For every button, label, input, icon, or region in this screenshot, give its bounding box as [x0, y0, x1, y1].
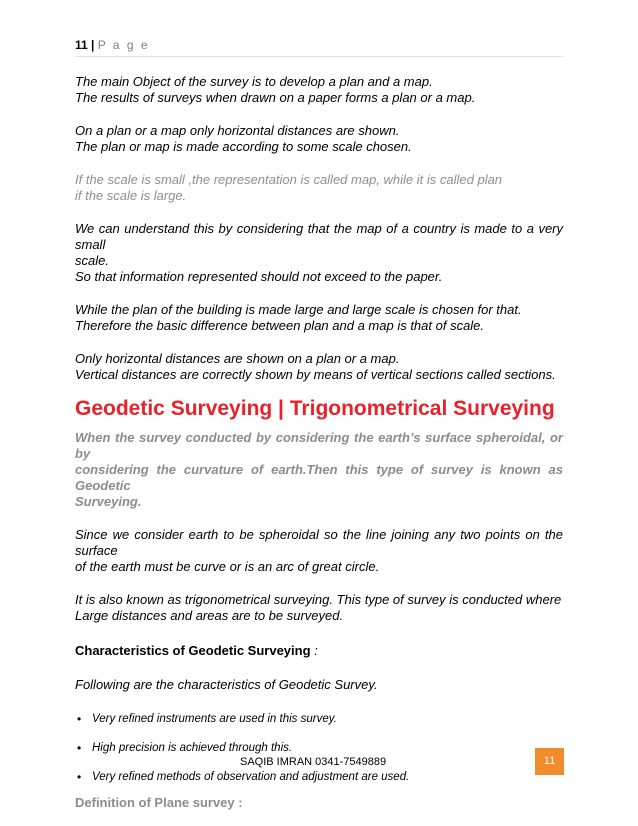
characteristics-intro [75, 677, 563, 693]
header-page-word: P a g e [97, 38, 150, 52]
text-line: Vertical distances are correctly shown by means of vertical sections called sections. [75, 367, 556, 382]
header-separator: | [91, 38, 95, 52]
header-page-number: 11 [75, 38, 88, 52]
text-line: We can understand this by considering that the map of a country is made to a very small [75, 221, 563, 252]
plane-survey-heading: Definition of Plane survey : [75, 795, 243, 810]
list-item [75, 712, 563, 726]
paragraph-scale-definition [75, 172, 563, 204]
text-line: So that information represented should not exceed to the paper. [75, 269, 443, 284]
list-item [75, 770, 563, 784]
text-line: The main Object of the survey is to develop a plan and a map. [75, 74, 433, 89]
text-line: Surveying. [75, 494, 142, 509]
text-line: Only horizontal distances are shown on a plan or a map. [75, 351, 400, 366]
bullet-icon [77, 770, 81, 784]
text-line: If the scale is small ,the representation is called map, while it is called plan [75, 172, 503, 187]
text-line: When the survey conducted by considering the earth’s surface spheroidal, or by [75, 430, 563, 461]
characteristics-heading [75, 643, 563, 659]
list-item-text: High precision is achieved through this. [92, 742, 293, 754]
paragraph-vertical-distances [75, 351, 563, 383]
paragraph-map-example [75, 221, 563, 285]
text-line: Since we consider earth to be spheroidal so the line joining any two points on the surface [75, 527, 563, 558]
text-line: Large distances and areas are to be surveyed. [75, 608, 344, 623]
list-item-text: Very refined instruments are used in this survey. [92, 713, 337, 725]
paragraph-plan-vs-map [75, 302, 563, 334]
list-item [75, 741, 563, 755]
footer-page-badge: 11 [535, 748, 564, 775]
characteristics-heading-colon: : [314, 643, 318, 658]
text-line: The plan or map is made according to some scale chosen. [75, 139, 412, 154]
text-line: considering the curvature of earth.Then this type of survey is known as Geodetic [75, 462, 563, 493]
page-header [75, 38, 563, 57]
characteristics-heading-text: Characteristics of Geodetic Surveying [75, 643, 311, 658]
text-line: The results of surveys when drawn on a paper forms a plan or a map. [75, 90, 476, 105]
paragraph-trigonometrical [75, 592, 563, 624]
paragraph-spheroidal [75, 527, 563, 575]
footer-author: SAQIB IMRAN 0341-7549889 [240, 756, 387, 768]
text-line: It is also known as trigonometrical surveying. This type of survey is conducted where [75, 592, 562, 607]
text-line: Following are the characteristics of Geodetic Survey. [75, 677, 378, 692]
text-line: On a plan or a map only horizontal distances are shown. [75, 123, 400, 138]
list-item-text: Very refined methods of observation and adjustment are used. [92, 771, 410, 783]
text-line: of the earth must be curve or is an arc of great circle. [75, 559, 380, 574]
bullet-icon [77, 741, 81, 755]
section-heading: Geodetic Surveying | Trigonometrical Surveying [75, 397, 555, 420]
paragraph-plan-map-purpose [75, 74, 563, 106]
text-line: While the plan of the building is made large and large scale is chosen for that. [75, 302, 522, 317]
text-line: if the scale is large. [75, 188, 187, 203]
characteristics-list [75, 712, 563, 784]
text-line: Therefore the basic difference between plan and a map is that of scale. [75, 318, 485, 333]
text-line: scale. [75, 253, 109, 268]
bullet-icon [77, 712, 81, 726]
paragraph-geodetic-intro [75, 430, 563, 510]
page-content [75, 74, 563, 811]
paragraph-horizontal-distances [75, 123, 563, 155]
